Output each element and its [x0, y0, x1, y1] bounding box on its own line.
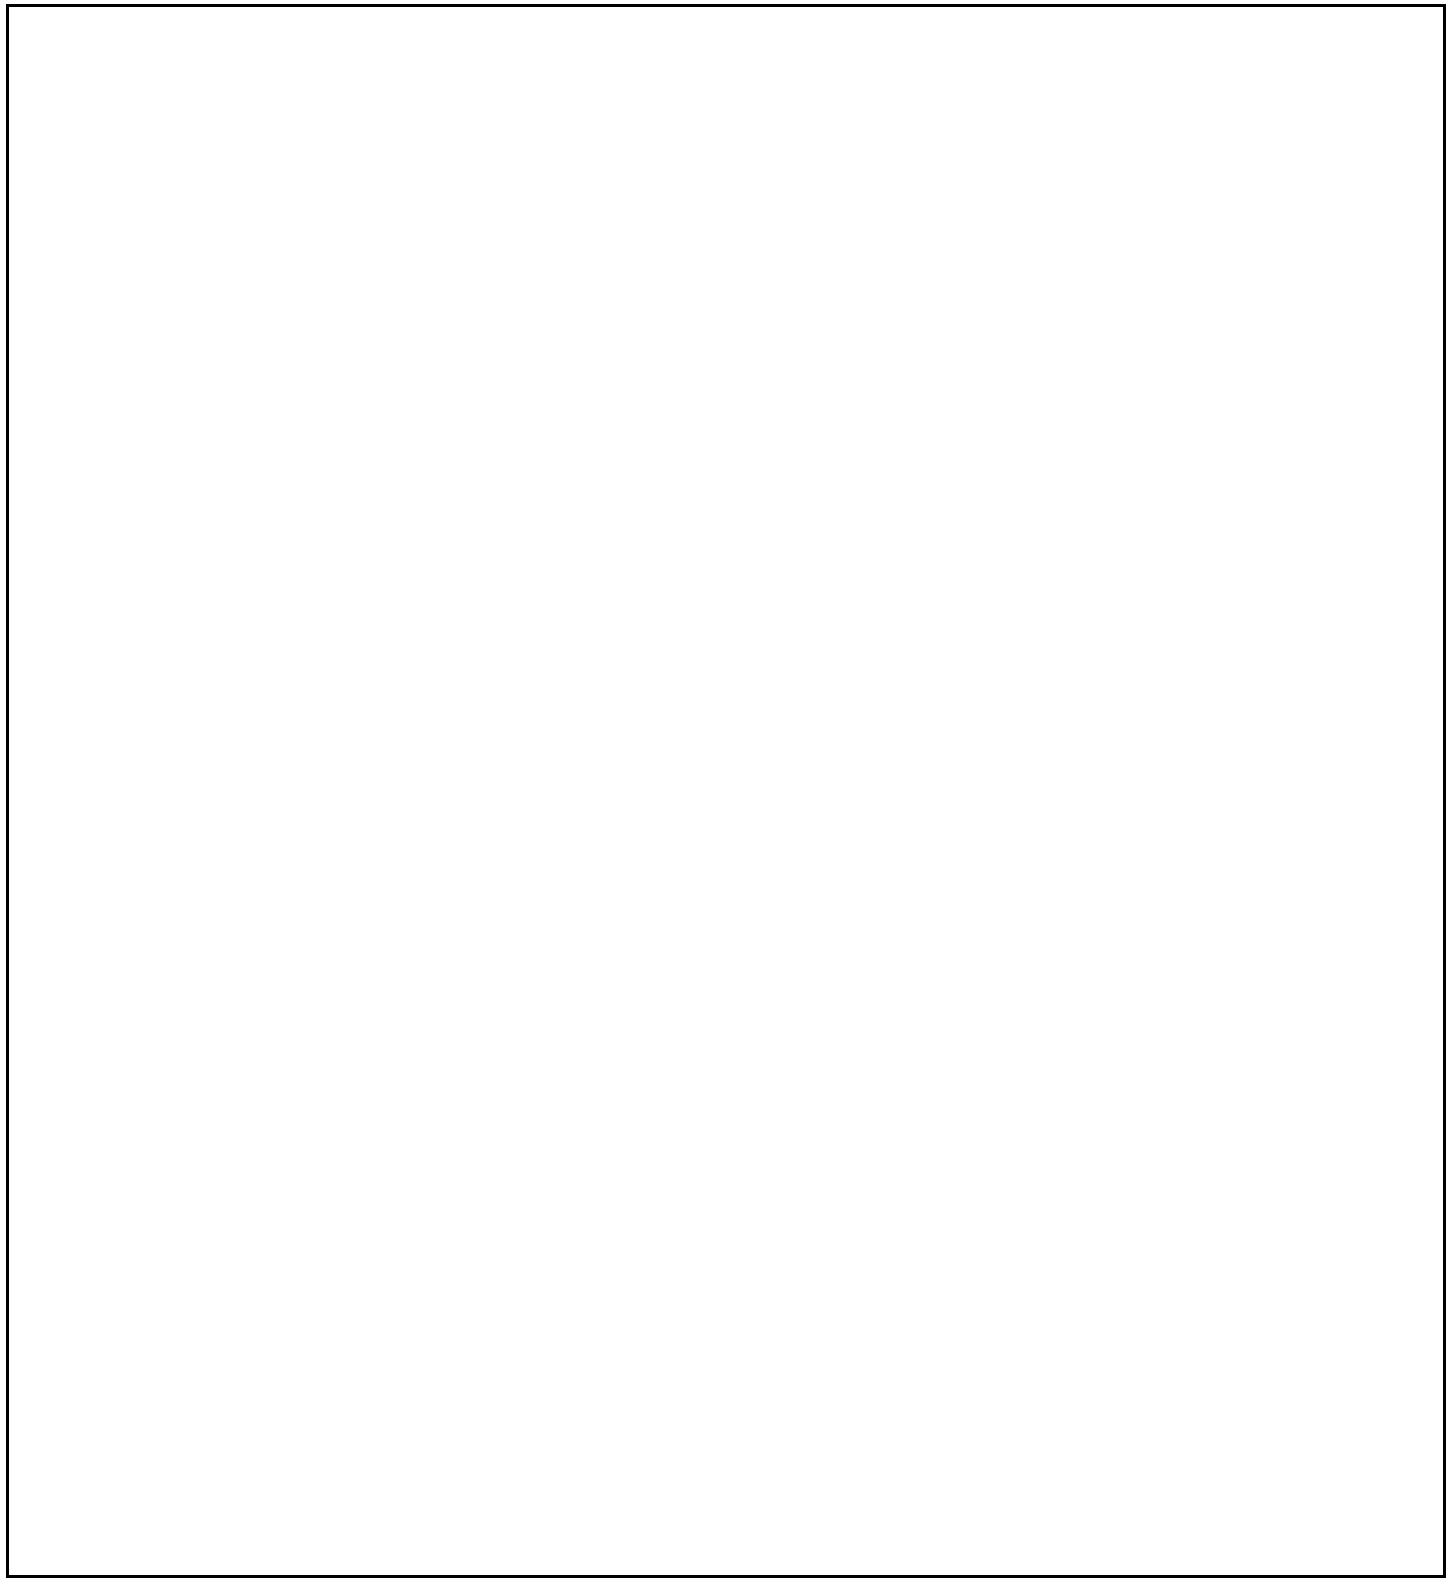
spec-table [6, 4, 1446, 1578]
